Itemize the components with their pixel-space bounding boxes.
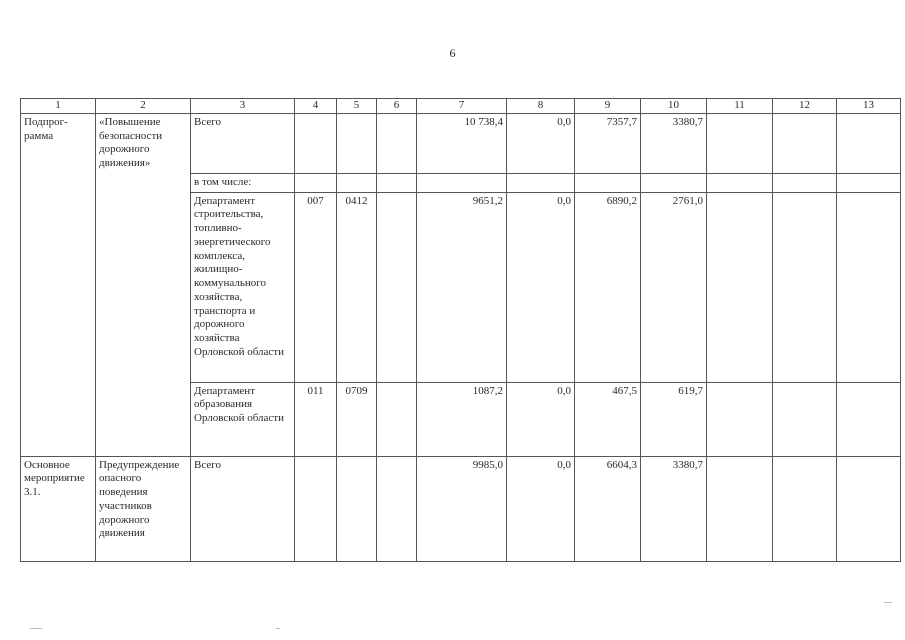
empty-cell: [507, 173, 575, 192]
column-header: 5: [337, 99, 377, 114]
row-type-label: Подпрог- рамма: [24, 115, 68, 142]
activity-name: Предупреждение опасного поведения участников дорожного движения: [96, 456, 191, 561]
cell-col7: 9651,2: [417, 192, 507, 382]
cell-col13: [837, 192, 901, 382]
scan-artifact: [30, 628, 42, 629]
cell-col6: [377, 192, 417, 382]
header-row: [21, 99, 901, 114]
cell-col6: [377, 382, 417, 456]
cell-col10: 619,7: [641, 382, 707, 456]
empty-cell: [295, 173, 337, 192]
cell-col5: 0412: [337, 192, 377, 382]
cell-col7: 9985,0: [417, 456, 507, 561]
column-header: 12: [773, 99, 837, 114]
table-row: [21, 456, 901, 561]
cell-col11: [707, 382, 773, 456]
cell-col7: 10 738,4: [417, 113, 507, 173]
including-label: в том числе:: [191, 173, 295, 192]
row-name-cell: [96, 113, 191, 456]
cell-col11: [707, 192, 773, 382]
column-header: 2: [96, 99, 191, 114]
empty-cell: [773, 173, 837, 192]
column-header: 6: [377, 99, 417, 114]
column-header: 1: [21, 99, 96, 114]
budget-table: [20, 98, 901, 562]
subprogram-name: «Повышение безопасности дорожного движения»: [99, 115, 163, 169]
cell-col8: 0,0: [507, 192, 575, 382]
cell-col7: 1087,2: [417, 382, 507, 456]
cell-col8: 0,0: [507, 456, 575, 561]
cell-col12: [773, 192, 837, 382]
cell-col5: [337, 113, 377, 173]
cell-col8: 0,0: [507, 113, 575, 173]
total-label: Всего: [191, 456, 295, 561]
empty-cell: [707, 173, 773, 192]
dept-label: Департамент образования Орловской области: [191, 382, 295, 456]
page-number: 6: [449, 46, 456, 60]
column-header: 9: [575, 99, 641, 114]
column-header: 10: [641, 99, 707, 114]
cell-col4: [295, 113, 337, 173]
empty-cell: [641, 173, 707, 192]
table-row: [21, 113, 901, 173]
column-header: 13: [837, 99, 901, 114]
dept-label: Департамент строительства, топливно-энергетического комплекса, жилищно-коммунального хозяйства, транспорта и дорожного хозяйства Орловской области: [191, 192, 295, 382]
cell-col8: 0,0: [507, 382, 575, 456]
row-type-cell: Основное мероприятие 3.1.: [21, 456, 96, 561]
cell-col5: [337, 456, 377, 561]
scan-artifact: [276, 628, 280, 629]
row-type-cell: [21, 113, 96, 456]
column-header: 4: [295, 99, 337, 114]
empty-cell: [575, 173, 641, 192]
cell-col9: 467,5: [575, 382, 641, 456]
column-header: 11: [707, 99, 773, 114]
cell-col9: 7357,7: [575, 113, 641, 173]
cell-col4: [295, 456, 337, 561]
cell-col9: 6890,2: [575, 192, 641, 382]
total-label: Всего: [191, 113, 295, 173]
cell-col12: [773, 382, 837, 456]
empty-cell: [337, 173, 377, 192]
cell-col13: [837, 113, 901, 173]
cell-col5: 0709: [337, 382, 377, 456]
column-header: 3: [191, 99, 295, 114]
cell-col4: 011: [295, 382, 337, 456]
cell-col6: [377, 113, 417, 173]
cell-col11: [707, 113, 773, 173]
empty-cell: [417, 173, 507, 192]
cell-col13: [837, 456, 901, 561]
cell-col13: [837, 382, 901, 456]
empty-cell: [837, 173, 901, 192]
cell-col11: [707, 456, 773, 561]
cell-col10: 3380,7: [641, 456, 707, 561]
cell-col6: [377, 456, 417, 561]
cell-col12: [773, 456, 837, 561]
cell-col9: 6604,3: [575, 456, 641, 561]
scan-artifact: [884, 602, 892, 603]
column-header: 7: [417, 99, 507, 114]
column-header: 8: [507, 99, 575, 114]
cell-col10: 3380,7: [641, 113, 707, 173]
cell-col4: 007: [295, 192, 337, 382]
cell-col10: 2761,0: [641, 192, 707, 382]
empty-cell: [377, 173, 417, 192]
cell-col12: [773, 113, 837, 173]
